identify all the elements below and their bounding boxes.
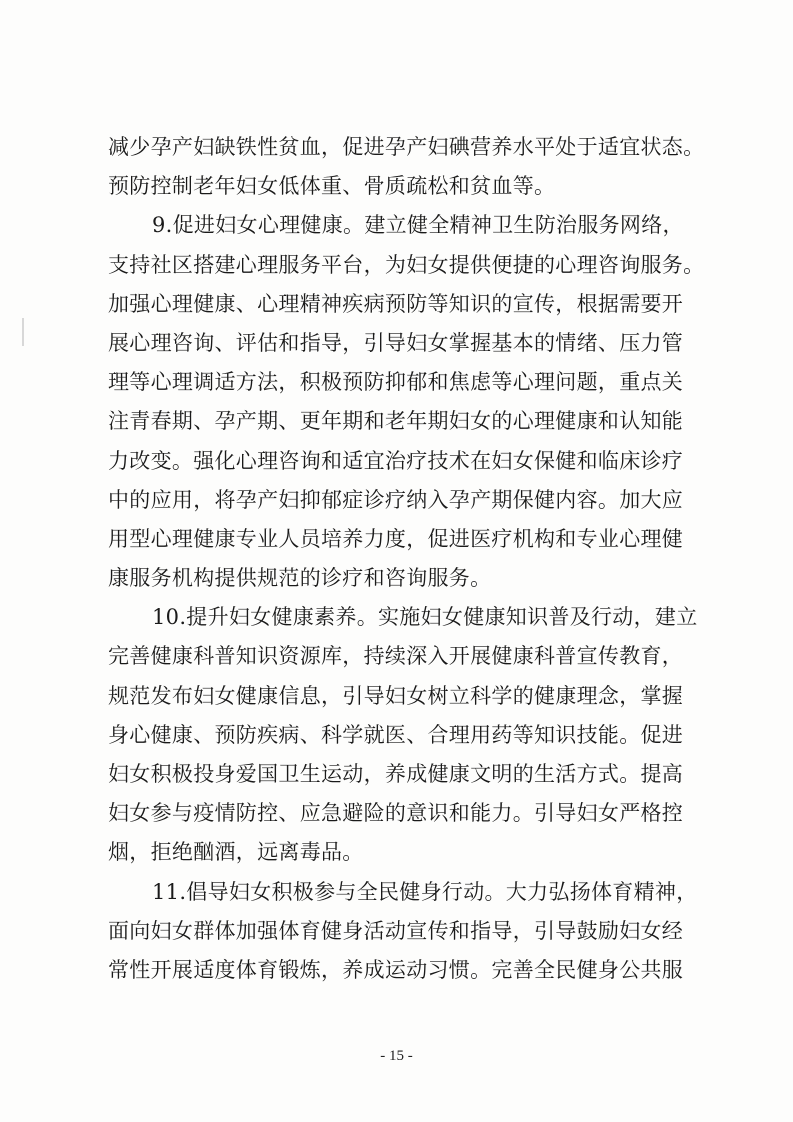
text-line: 10.提升妇女健康素养。实施妇女健康知识普及行动，建立 [152, 605, 698, 630]
text-line: 康服务机构提供规范的诊疗和咨询服务。 [108, 566, 492, 591]
text-line: 中的应用，将孕产妇抑郁症诊疗纳入孕产期保健内容。加大应 [108, 487, 684, 512]
scan-margin-mark [22, 318, 24, 346]
page-number: - 15 - [380, 1048, 413, 1064]
text-line: 妇女参与疫情防控、应急避险的意识和能力。引导妇女严格控 [108, 801, 684, 826]
text-line: 妇女积极投身爱国卫生运动，养成健康文明的生活方式。提高 [108, 762, 684, 786]
text-line: 面向妇女群体加强体育健身活动宣传和指导，引导鼓励妇女经 [108, 918, 684, 943]
text-line: 常性开展适度体育锻炼，养成运动习惯。完善全民健身公共服 [108, 957, 684, 982]
text-line: 减少孕产妇缺铁性贫血，促进孕产妇碘营养水平处于适宜状态。 [108, 135, 705, 159]
text-line: 力改变。强化心理咨询和适宜治疗技术在妇女保健和临床诊疗 [108, 448, 684, 473]
text-line: 烟，拒绝酗酒，远离毒品。 [108, 840, 364, 865]
text-line: 加强心理健康、心理精神疾病预防等知识的宣传，根据需要开 [108, 291, 684, 316]
text-line: 注青春期、孕产期、更年期和老年期妇女的心理健康和认知能 [108, 409, 684, 434]
text-line: 展心理咨询、评估和指导，引导妇女掌握基本的情绪、压力管 [108, 330, 684, 355]
text-line: 用型心理健康专业人员培养力度，促进医疗机构和专业心理健 [108, 526, 684, 551]
body-text [108, 128, 708, 990]
text-line: 支持社区搭建心理服务平台，为妇女提供便捷的心理咨询服务。 [108, 252, 705, 277]
text-line: 理等心理调适方法，积极预防抑郁和焦虑等心理问题，重点关 [108, 370, 684, 395]
text-line: 11.倡导妇女积极参与全民健身行动。大力弘扬体育精神， [152, 879, 698, 904]
text-line: 规范发布妇女健康信息，引导妇女树立科学的健康理念，掌握 [108, 683, 684, 708]
text-line: 身心健康、预防疾病、科学就医、合理用药等知识技能。促进 [108, 722, 684, 747]
text-line: 9.促进妇女心理健康。建立健全精神卫生防治服务网络， [152, 213, 684, 238]
text-line: 完善健康科普知识资源库，持续深入开展健康科普宣传教育， [108, 644, 684, 669]
text-line: 预防控制老年妇女低体重、骨质疏松和贫血等。 [108, 174, 556, 199]
